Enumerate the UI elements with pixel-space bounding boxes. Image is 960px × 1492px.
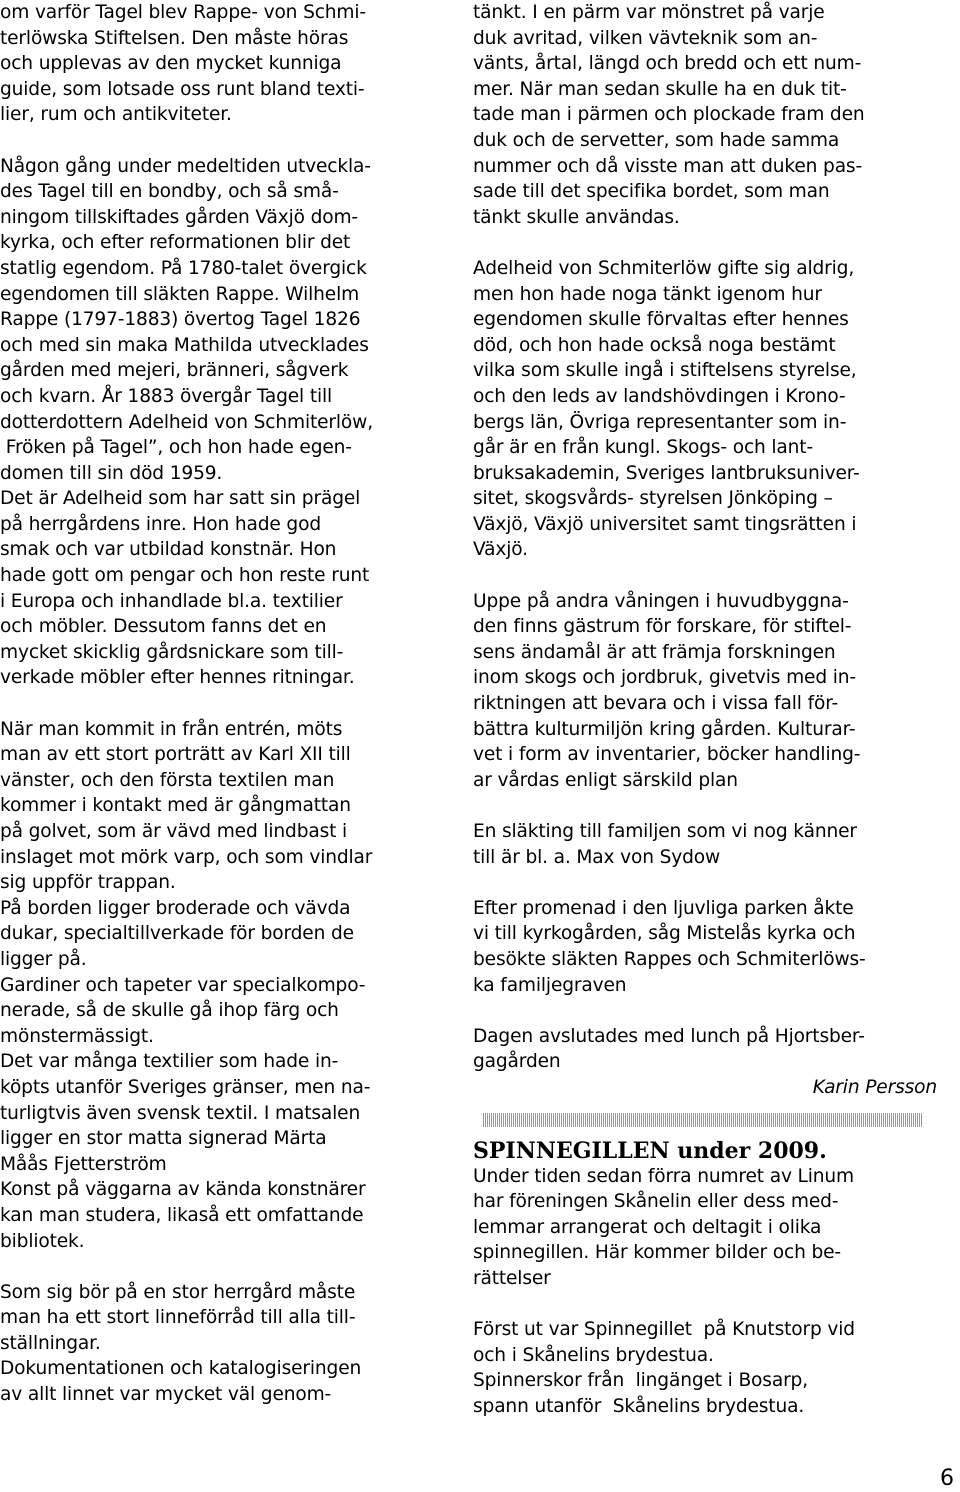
left-text-line: gården med mejeri, bränneri, sågverk: [0, 360, 349, 382]
page-number: 6: [940, 1466, 954, 1491]
left-text-line: Det var många textilier som hade in-: [0, 1051, 339, 1073]
right-text-line: bergs län, Övriga representanter som in-: [473, 411, 847, 433]
left-text-line: ningom tillskiftades gården Växjö dom-: [0, 206, 358, 228]
right-text-line: Uppe på andra våningen i huvudbyggna-: [473, 590, 849, 612]
right-text-line: duk avritad, vilken vävteknik som an-: [473, 27, 818, 49]
left-paragraph-gap: [0, 128, 460, 154]
left-paragraph-gap: [0, 691, 460, 717]
right-text-line: Växjö, Växjö universitet samt tingsrätten i: [473, 513, 857, 535]
left-text-line: kan man studera, likaså ett omfattande: [0, 1204, 364, 1226]
left-text-line: terlöwska Stiftelsen. Den måste höras: [0, 27, 349, 49]
right-text-line: Adelheid von Schmiterlöw gifte sig aldrig,: [473, 257, 855, 279]
right-bottom-text-line: spann utanför Skånelins brydestua.: [473, 1395, 805, 1417]
right-text-line: mer. När man sedan skulle ha en duk tit-: [473, 78, 847, 100]
right-text-line: gagården: [473, 1051, 561, 1073]
right-bottom-text-line: Först ut var Spinnegillet på Knutstorp vid: [473, 1319, 855, 1341]
right-text-line: nummer och då visste man att duken pas-: [473, 155, 863, 177]
section-heading: SPINNEGILLEN under 2009.: [473, 1137, 827, 1164]
left-text-line: domen till sin död 1959.: [0, 462, 223, 484]
right-bottom-text-line: Spinnerskor från lingänget i Bosarp,: [473, 1370, 808, 1392]
right-text-line: tänkt. I en pärm var mönstret på varje: [473, 2, 825, 23]
left-text-line: man ha ett stort linneförråd till alla till-: [0, 1307, 356, 1329]
right-text-line: sade till det specifika bordet, som man: [473, 181, 830, 203]
left-text-line: Dokumentationen och katalogiseringen: [0, 1358, 362, 1380]
left-text-line: man av ett stort porträtt av Karl XII till: [0, 744, 351, 766]
left-text-line: i Europa och inhandlade bl.a. textilier: [0, 590, 343, 612]
left-text-line: ställningar.: [0, 1332, 101, 1354]
right-paragraph-gap: [473, 563, 943, 589]
right-text-line: vilka som skulle ingå i stiftelsens styrelse,: [473, 360, 857, 382]
left-text-line: Det är Adelheid som har satt sin prägel: [0, 488, 361, 510]
right-text-line: duk och de servetter, som hade samma: [473, 129, 840, 151]
left-text-line: dotterdottern Adelheid von Schmiterlöw,: [0, 411, 373, 433]
left-text-line: verkade möbler efter hennes ritningar.: [0, 667, 355, 689]
right-text-line: den finns gästrum för forskare, för stiftel-: [473, 616, 852, 638]
left-text-line: inslaget mot mörk varp, och som vindlar: [0, 846, 373, 868]
left-text-line: guide, som lotsade oss runt bland texti-: [0, 78, 365, 100]
left-text-line: av allt linnet var mycket väl genom-: [0, 1384, 332, 1406]
left-text-line: på herrgårdens inre. Hon hade god: [0, 513, 321, 535]
left-text-line: Som sig bör på en stor herrgård måste: [0, 1281, 356, 1303]
left-column: [0, 0, 460, 1408]
left-text-line: mycket skicklig gårdsnickare som till-: [0, 641, 344, 663]
left-text-line: ligger på.: [0, 948, 87, 970]
section-divider: [483, 1113, 923, 1127]
right-text-line: tade man i pärmen och plockade fram den: [473, 104, 865, 126]
right-bottom-text-line: och i Skånelins brydestua.: [473, 1344, 714, 1366]
left-text-line: dukar, specialtillverkade för borden de: [0, 923, 354, 945]
left-text-line: kommer i kontakt med är gångmattan: [0, 795, 351, 817]
right-text-line: till är bl. a. Max von Sydow: [473, 846, 721, 868]
right-text-line: besökte släkten Rappes och Schmiterlöws-: [473, 948, 866, 970]
left-text-line: köpts utanför Sveriges gränser, men na-: [0, 1076, 371, 1098]
left-text-line: mönstermässigt.: [0, 1025, 154, 1047]
left-text-line: bibliotek.: [0, 1230, 85, 1252]
left-text-line: smak och var utbildad konstnär. Hon: [0, 539, 337, 561]
right-text-line: sens ändamål är att främja forskningen: [473, 641, 836, 663]
left-text-line: Måås Fjetterström: [0, 1153, 167, 1175]
right-bottom-text-line: spinnegillen. Här kommer bilder och be-: [473, 1242, 841, 1264]
left-paragraph-gap: [0, 1254, 460, 1280]
right-bottom-text-line: har föreningen Skånelin eller dess med-: [473, 1191, 839, 1213]
right-text-line: inom skogs och jordbruk, givetvis med in-: [473, 667, 856, 689]
left-text-line: och kvarn. År 1883 övergår Tagel till: [0, 385, 333, 407]
left-text-line: des Tagel till en bondby, och så små-: [0, 181, 339, 203]
left-text-line: på golvet, som är vävd med lindbast i: [0, 821, 348, 842]
left-text-line: om varför Tagel blev Rappe- von Schmi-: [0, 2, 366, 23]
left-text-line: turligtvis även svensk textil. I matsalen: [0, 1102, 361, 1124]
left-text-line: statlig egendom. På 1780-talet övergick: [0, 257, 367, 279]
right-text-line: bruksakademin, Sveriges lantbruksuniver-: [473, 462, 860, 484]
right-text-line: vänts, årtal, längd och bredd och ett num-: [473, 53, 862, 75]
right-column-bottom-text: [473, 1164, 943, 1420]
right-text-line: sitet, skogsvårds- styrelsen Jönköping –: [473, 488, 833, 510]
left-text-line: och möbler. Dessutom fanns det en: [0, 616, 327, 638]
left-text-line: Gardiner och tapeter var specialkompo-: [0, 974, 366, 996]
article-author: Karin Persson: [812, 1076, 937, 1098]
right-text-line: vi till kyrkogården, såg Mistelås kyrka och: [473, 923, 856, 945]
right-text-line: men hon hade noga tänkt igenom hur: [473, 283, 822, 305]
right-text-line: går är en från kungl. Skogs- och lant-: [473, 437, 814, 459]
left-text-line: och upplevas av den mycket kunniga: [0, 53, 342, 75]
right-paragraph-gap: [473, 230, 943, 256]
left-text-line: sig uppför trappan.: [0, 872, 176, 894]
left-text-line: När man kommit in från entrén, möts: [0, 718, 343, 740]
right-bottom-text-line: rättelser: [473, 1267, 551, 1289]
left-text-line: och med sin maka Mathilda utvecklades: [0, 334, 369, 356]
right-bottom-paragraph-gap: [473, 1292, 943, 1318]
left-text-line: Konst på väggarna av kända konstnärer: [0, 1179, 366, 1201]
right-text-line: egendomen skulle förvaltas efter hennes: [473, 309, 849, 331]
right-bottom-text-line: Under tiden sedan förra numret av Linum: [473, 1165, 855, 1187]
right-paragraph-gap: [473, 998, 943, 1024]
right-text-line: Dagen avslutades med lunch på Hjortsber-: [473, 1025, 865, 1047]
left-text-line: egendomen till släkten Rappe. Wilhelm: [0, 283, 360, 305]
right-text-line: och den leds av landshövdingen i Krono-: [473, 385, 846, 407]
left-text-line: hade gott om pengar och hon reste runt: [0, 565, 370, 587]
right-text-line: tänkt skulle användas.: [473, 206, 680, 228]
right-paragraph-gap: [473, 793, 943, 819]
left-text-line: ligger en stor matta signerad Märta: [0, 1128, 327, 1150]
right-column-top-text: [473, 0, 943, 1075]
left-text-line: Rappe (1797-1883) övertog Tagel 1826: [0, 309, 361, 331]
right-text-line: ar vårdas enligt särskild plan: [473, 769, 738, 791]
left-text-line: På borden ligger broderade och vävda: [0, 897, 351, 919]
left-text-line: Fröken på Tagel”, och hon hade egen-: [0, 437, 352, 459]
right-text-line: En släkting till familjen som vi nog känner: [473, 821, 857, 842]
left-text-line: nerade, så de skulle gå ihop färg och: [0, 1000, 339, 1022]
right-text-line: Växjö.: [473, 539, 528, 561]
right-text-line: död, och hon hade också noga bestämt: [473, 334, 836, 356]
left-text-line: Någon gång under medeltiden utveckla-: [0, 155, 371, 177]
left-text-line: lier, rum och antikviteter.: [0, 104, 232, 126]
right-column: [473, 0, 943, 1419]
right-paragraph-gap: [473, 870, 943, 896]
right-text-line: ka familjegraven: [473, 974, 627, 996]
right-text-line: vet i form av inventarier, böcker handling-: [473, 744, 861, 766]
left-text-line: vänster, och den första textilen man: [0, 769, 335, 791]
right-bottom-text-line: lemmar arrangerat och deltagit i olika: [473, 1216, 822, 1238]
left-text-line: kyrka, och efter reformationen blir det: [0, 232, 351, 254]
right-text-line: riktningen att bevara och i vissa fall för-: [473, 693, 839, 715]
right-text-line: Efter promenad i den ljuvliga parken åkte: [473, 897, 854, 919]
right-text-line: bättra kulturmiljön kring gården. Kulturar-: [473, 718, 856, 740]
